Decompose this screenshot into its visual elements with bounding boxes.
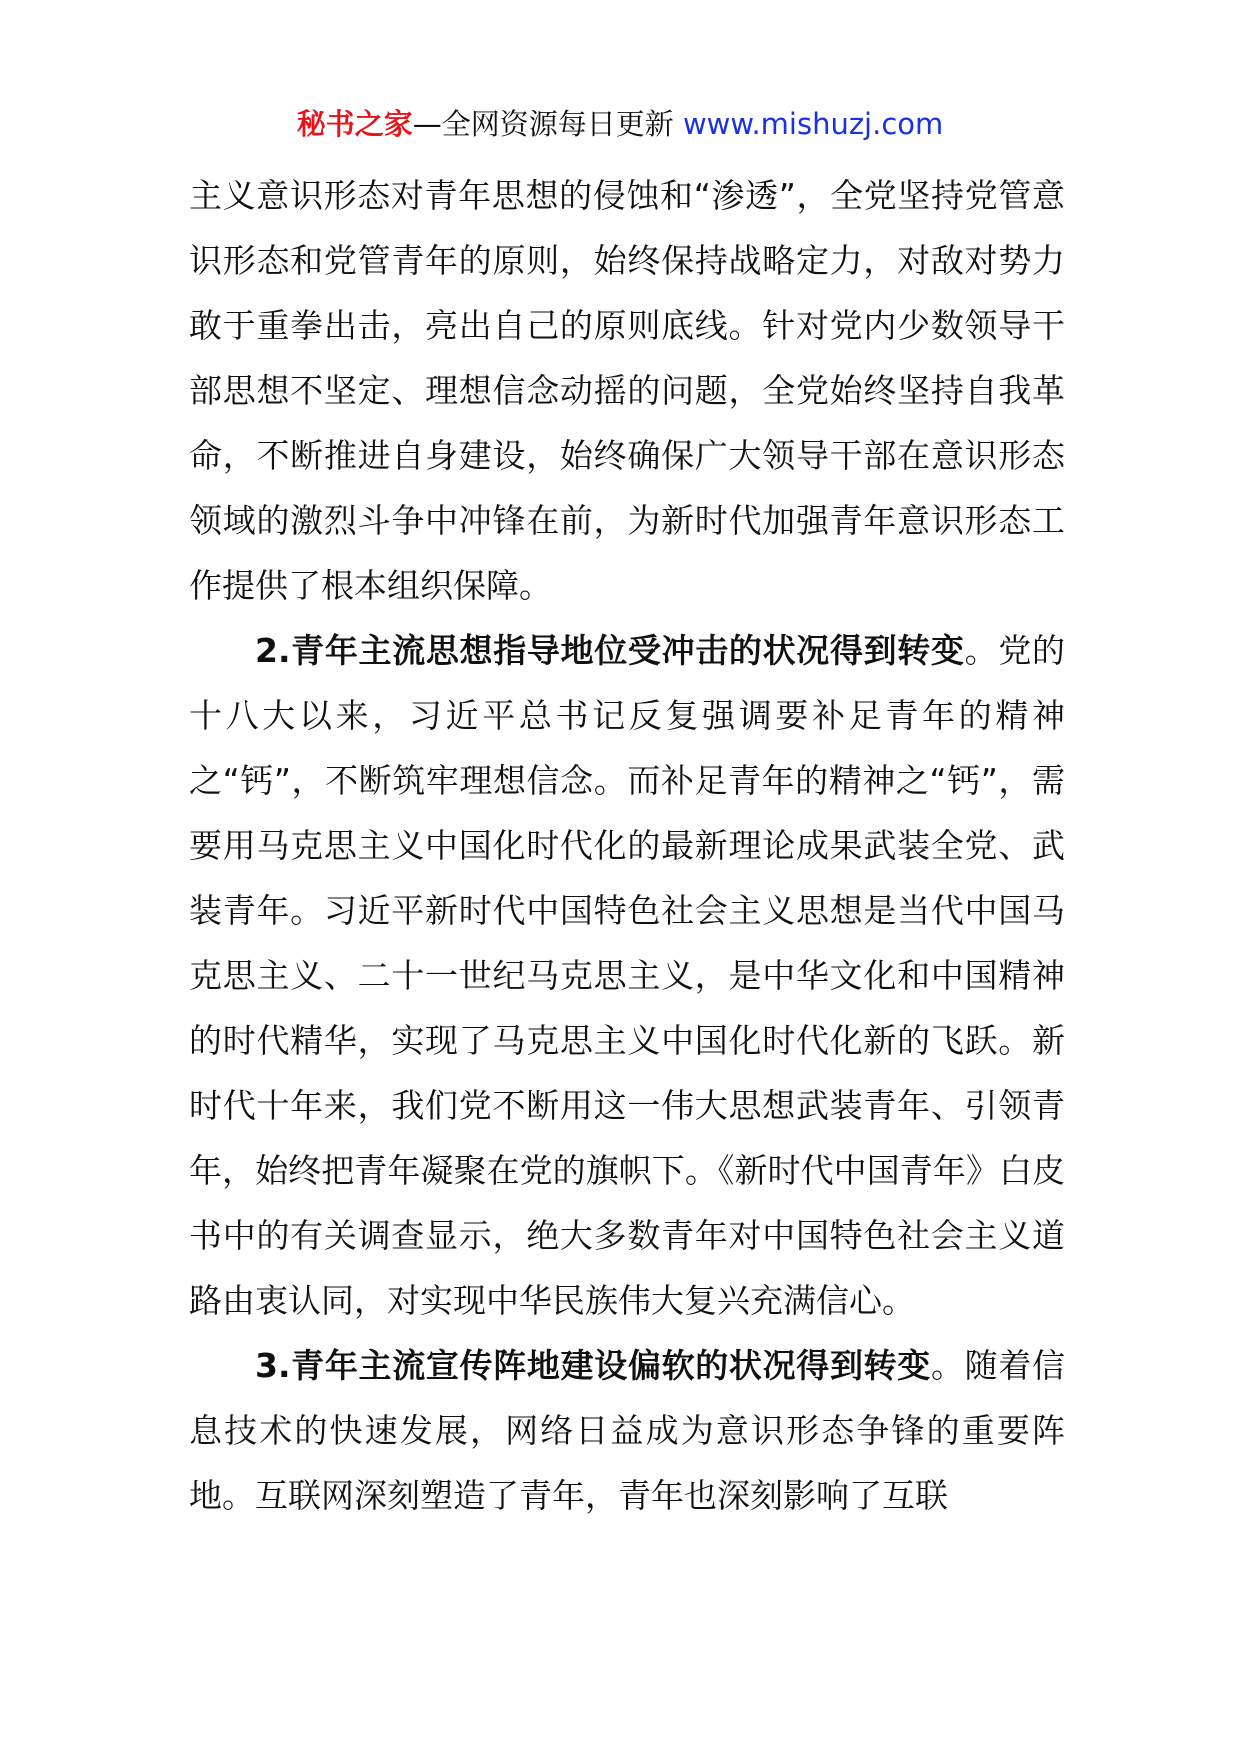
paragraph-text: 。党的十八大以来，习近平总书记反复强调要补足青年的精神之“钙”，不断筑牢理想信念。而补足青年的精神之“钙”，需要用马克思主义中国化时代化的最新理论成果武装全党、武装青年。习近平新时代中国特色社会主义思想是当代中国马克思主义、二十一世纪马克思主义，是中华文化和中国精神的时代精华，实现了马克思主义中国化时代化新的飞跃。新时代十年来，我们党不断用这一伟大思想武装青年、引领青年，始终把青年凝聚在党的旗帜下。《新时代中国青年》白皮书中的有关调查显示，绝大多数青年对中国特色社会主义道路由衷认同，对实现中华民族伟大复兴充满信心。 [189,631,1066,1320]
site-url-link[interactable]: www.mishuzj.com [682,107,944,141]
header-tagline: —全网资源每日更新 [412,107,683,141]
brand-name: 秘书之家 [296,107,413,141]
paragraph-section-2 [189,618,1065,1333]
paragraph-text: 。随着信息技术的快速发展，网络日益成为意识形态争锋的重要阵地。互联网深刻塑造了青年，青年也深刻影响了互联 [189,1346,1066,1515]
section-3-heading: 3.青年主流宣传阵地建设偏软的状况得到转变 [255,1346,931,1385]
paragraph-section-3 [189,1333,1065,1528]
section-2-heading: 2.青年主流思想指导地位受冲击的状况得到转变 [255,631,965,670]
site-watermark-header [0,104,1240,144]
paragraph-text: 主义意识形态对青年思想的侵蚀和“渗透”，全党坚持党管意识形态和党管青年的原则，始终保持战略定力，对敌对势力敢于重拳出击，亮出自己的原则底线。针对党内少数领导干部思想不坚定、理想信念动摇的问题，全党始终坚持自我革命，不断推进自身建设，始终确保广大领导干部在意识形态领域的激烈斗争中冲锋在前，为新时代加强青年意识形态工作提供了根本组织保障。 [189,176,1065,605]
paragraph-continuation [189,163,1065,618]
document-body [189,163,1065,1528]
